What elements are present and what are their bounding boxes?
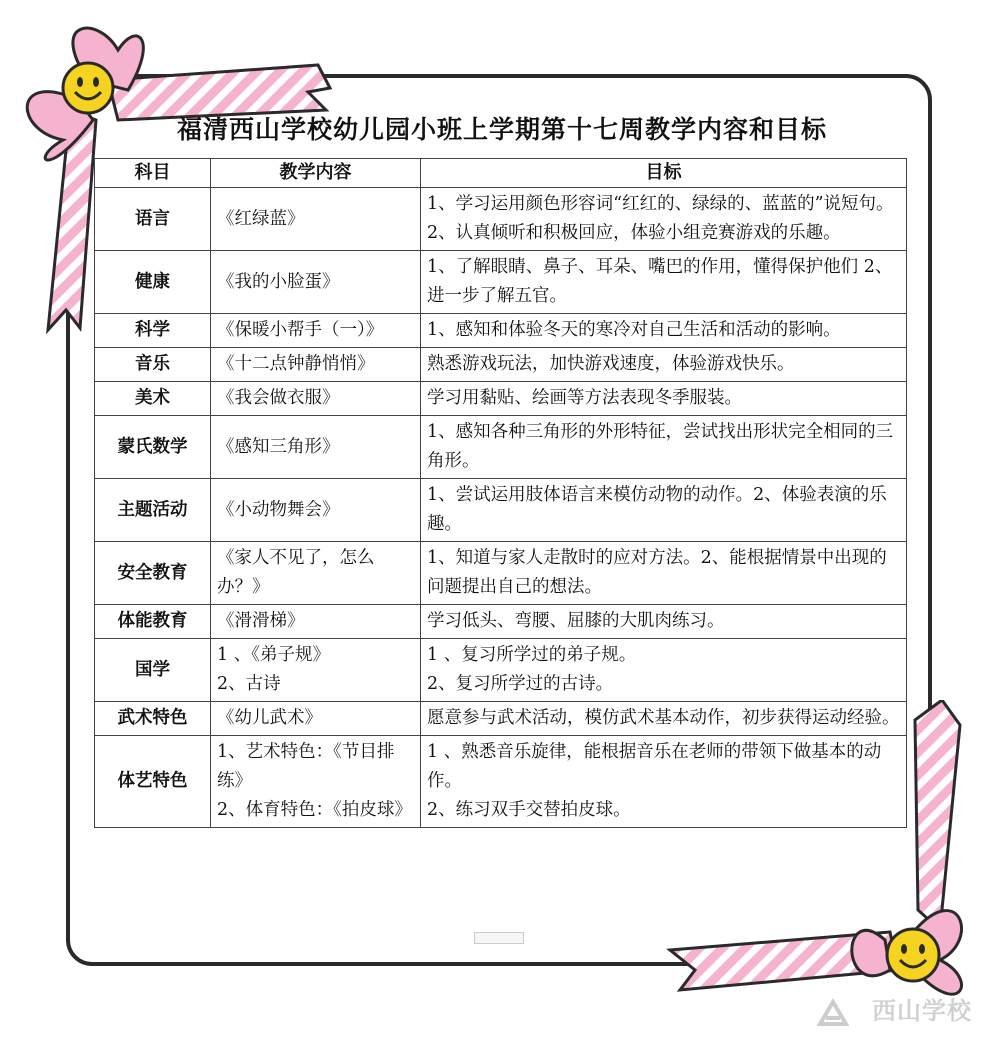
- goal-cell: 1、了解眼睛、鼻子、耳朵、嘴巴的作用，懂得保护他们 2、进一步了解五官。: [421, 251, 907, 314]
- table-header-row: [95, 159, 907, 188]
- schedule-table: [94, 158, 907, 828]
- content-cell: 《家人不见了，怎么办？》: [211, 542, 421, 605]
- top-smiley-icon: [58, 58, 118, 118]
- goal-cell: 学习用黏贴、绘画等方法表现冬季服装。: [421, 382, 907, 416]
- content-cell: 《保暖小帮手（一）》: [211, 314, 421, 348]
- header-goal: 目标: [421, 159, 907, 188]
- table-row: [95, 348, 907, 382]
- goal-cell: 1、尝试运用肢体语言来模仿动物的动作。2、体验表演的乐趣。: [421, 479, 907, 542]
- subject-cell: 国学: [95, 639, 211, 702]
- content-cell: 《十二点钟静悄悄》: [211, 348, 421, 382]
- content-cell: 1 、《弟子规》 2、古诗: [211, 639, 421, 702]
- table-row: [95, 188, 907, 251]
- subject-cell: 蒙氏数学: [95, 416, 211, 479]
- subject-cell: 武术特色: [95, 702, 211, 736]
- header-content: 教学内容: [211, 159, 421, 188]
- table-row: [95, 736, 907, 828]
- goal-cell: 1、学习运用颜色形容词“红红的、绿绿的、蓝蓝的”说短句。2、认真倾听和积极回应，体验小组竞赛游戏的乐趣。: [421, 188, 907, 251]
- goal-cell: 学习低头、弯腰、屈膝的大肌肉练习。: [421, 605, 907, 639]
- document-title: 福清西山学校幼儿园小班上学期第十七周教学内容和目标: [176, 115, 827, 144]
- scroll-handle: [474, 932, 524, 944]
- table-row: [95, 314, 907, 348]
- table-row: [95, 416, 907, 479]
- content-cell: 《红绿蓝》: [211, 188, 421, 251]
- table-row: [95, 479, 907, 542]
- goal-cell: 1 、复习所学过的弟子规。 2、复习所学过的古诗。: [421, 639, 907, 702]
- content-cell: 《我的小脸蛋》: [211, 251, 421, 314]
- school-logo-icon: [816, 996, 850, 1030]
- table-row: [95, 605, 907, 639]
- subject-cell: 语言: [95, 188, 211, 251]
- table-row: [95, 639, 907, 702]
- subject-cell: 美术: [95, 382, 211, 416]
- goal-cell: 1 、熟悉音乐旋律，能根据音乐在老师的带领下做基本的动作。 2、练习双手交替拍皮球。: [421, 736, 907, 828]
- subject-cell: 安全教育: [95, 542, 211, 605]
- table-row: [95, 702, 907, 736]
- content-cell: 1、艺术特色：《节目排练》 2、体育特色：《拍皮球》: [211, 736, 421, 828]
- subject-cell: 音乐: [95, 348, 211, 382]
- goal-cell: 愿意参与武术活动，模仿武术基本动作，初步获得运动经验。: [421, 702, 907, 736]
- content-cell: 《感知三角形》: [211, 416, 421, 479]
- bottom-smiley-icon: [882, 924, 944, 986]
- header-subject: 科目: [95, 159, 211, 188]
- table-row: [95, 251, 907, 314]
- subject-cell: 主题活动: [95, 479, 211, 542]
- table-row: [95, 382, 907, 416]
- content-cell: 《滑滑梯》: [211, 605, 421, 639]
- subject-cell: 健康: [95, 251, 211, 314]
- goal-cell: 熟悉游戏玩法，加快游戏速度，体验游戏快乐。: [421, 348, 907, 382]
- subject-cell: 科学: [95, 314, 211, 348]
- subject-cell: 体艺特色: [95, 736, 211, 828]
- goal-cell: 1、感知和体验冬天的寒冷对自己生活和活动的影响。: [421, 314, 907, 348]
- goal-cell: 1、感知各种三角形的外形特征，尝试找出形状完全相同的三角形。: [421, 416, 907, 479]
- content-cell: 《小动物舞会》: [211, 479, 421, 542]
- table-row: [95, 542, 907, 605]
- content-cell: 《幼儿武术》: [211, 702, 421, 736]
- goal-cell: 1、知道与家人走散时的应对方法。2、能根据情景中出现的问题提出自己的想法。: [421, 542, 907, 605]
- content-cell: 《我会做衣服》: [211, 382, 421, 416]
- subject-cell: 体能教育: [95, 605, 211, 639]
- watermark-text: 西山学校: [872, 997, 972, 1025]
